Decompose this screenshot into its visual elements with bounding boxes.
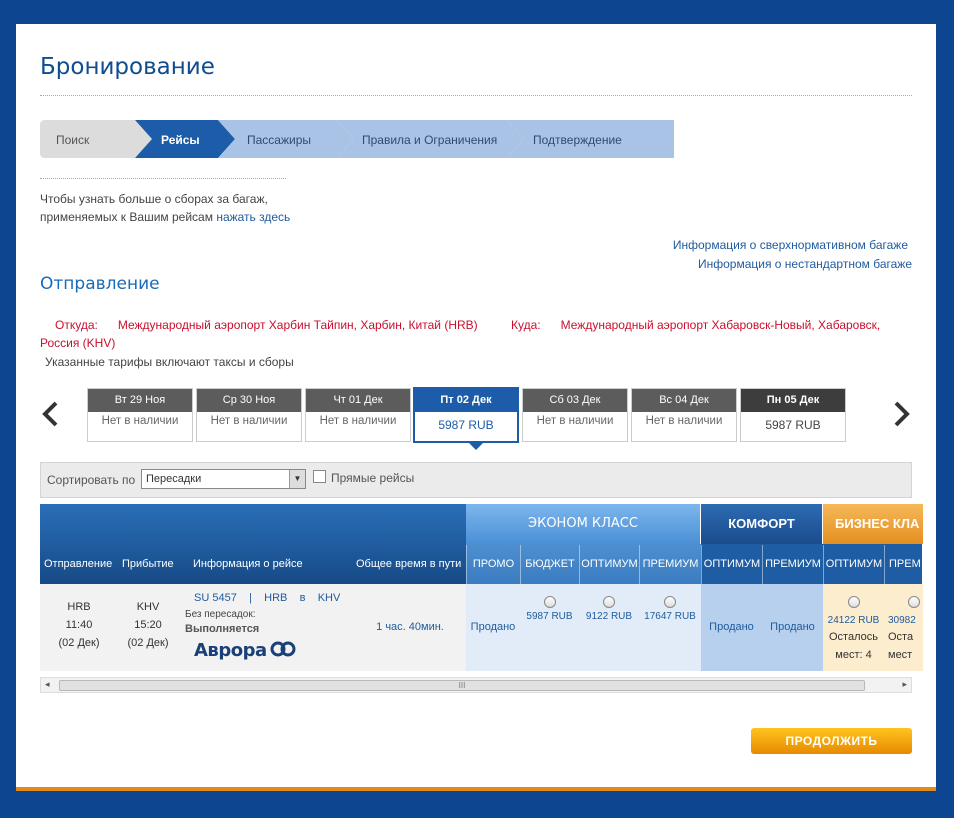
- divider: [40, 95, 912, 96]
- date-availability: Нет в наличии: [210, 415, 288, 427]
- sub-business-optimum: ОПТИМУМ: [823, 545, 884, 584]
- direct-flights-label: Прямые рейсы: [331, 471, 415, 485]
- chevron-down-icon[interactable]: ▼: [289, 470, 305, 488]
- page-title: Бронирование: [40, 54, 215, 80]
- stops-label: Без пересадок:: [185, 609, 256, 620]
- date-label: Сб 03 Дек: [523, 389, 627, 412]
- sub-business-premium: ПРЕМ: [884, 545, 924, 584]
- route-to: KHV: [317, 592, 341, 604]
- date-cell[interactable]: [522, 388, 628, 442]
- date-cell[interactable]: [631, 388, 737, 442]
- to-label: Куда:: [511, 318, 541, 332]
- baggage-info: [40, 190, 290, 226]
- fare-radio[interactable]: [848, 596, 860, 608]
- date-cell[interactable]: [87, 388, 193, 442]
- flight-info-cell: [185, 584, 355, 671]
- date-availability: Нет в наличии: [319, 415, 397, 427]
- step-label: Рейсы: [161, 133, 200, 147]
- divider: [40, 178, 286, 179]
- from-value: Международный аэропорт Харбин Тайпин, Харбин, Китай (HRB): [117, 318, 478, 332]
- baggage-info-line1: Чтобы узнать больше о сборах за багаж,: [40, 192, 268, 206]
- carrier-logo: [194, 638, 296, 664]
- col-departure: Отправление: [44, 558, 113, 570]
- sub-premium: ПРЕМИУМ: [639, 545, 701, 584]
- step-label: Поиск: [56, 133, 90, 147]
- fare-price: 24122 RUB: [827, 615, 880, 626]
- business-premium-cell[interactable]: [884, 584, 924, 671]
- flights-table: [40, 504, 921, 671]
- date-label: Вс 04 Дек: [632, 389, 736, 412]
- sort-bar: [40, 462, 912, 498]
- departure-cell: [54, 584, 104, 671]
- selected-indicator: [469, 443, 483, 450]
- baggage-info-line2: применяемых к Вашим рейсам: [40, 210, 213, 224]
- seats-count: мест: 4: [835, 649, 872, 661]
- date-label: Пт 02 Дек: [415, 389, 517, 412]
- section-title: Отправление: [40, 274, 160, 294]
- date-label: Ср 30 Ноя: [197, 389, 301, 412]
- scroll-right-icon[interactable]: ▸: [902, 679, 907, 689]
- sort-select[interactable]: [141, 469, 306, 489]
- continue-button[interactable]: ПРОДОЛЖИТЬ: [751, 728, 912, 754]
- fare-radio[interactable]: [544, 596, 556, 608]
- flight-number: SU 5457: [194, 592, 237, 604]
- arrival-cell: [122, 584, 174, 671]
- dep-code: HRB: [67, 601, 91, 613]
- sort-selected-value: Пересадки: [146, 473, 202, 485]
- col-arrival: Прибытие: [122, 558, 174, 570]
- dep-time: 11:40: [65, 619, 93, 631]
- step-confirm[interactable]: [507, 120, 674, 158]
- premium-fare-cell[interactable]: [639, 584, 701, 671]
- date-cell[interactable]: [740, 388, 846, 442]
- arr-time: 15:20: [134, 619, 162, 631]
- sub-comfort-premium: ПРЕМИУМ: [762, 545, 823, 584]
- step-passengers[interactable]: [218, 120, 354, 158]
- arr-code: KHV: [136, 601, 160, 613]
- comfort-premium-cell: Продано: [770, 621, 815, 633]
- comfort-optimum-cell: Продано: [709, 621, 754, 633]
- step-label: Правила и Ограничения: [362, 133, 498, 147]
- to-value: Международный аэропорт Хабаровск-Новый, Хабаровск, Россия (KHV): [40, 318, 881, 350]
- fare-radio[interactable]: [664, 596, 676, 608]
- separator: |: [249, 592, 252, 604]
- scrollbar-thumb[interactable]: [59, 680, 865, 691]
- date-cell-selected[interactable]: [413, 387, 519, 443]
- date-price: 5987 RUB: [765, 418, 821, 432]
- budget-fare-cell[interactable]: [520, 584, 579, 671]
- taxes-note: Указанные тарифы включают таксы и сборы: [45, 355, 294, 369]
- direct-flights-checkbox[interactable]: [313, 470, 326, 483]
- route-from: HRB: [264, 592, 288, 604]
- nonstandard-baggage-link[interactable]: Информация о нестандартном багаже: [697, 257, 912, 271]
- economy-class-header: ЭКОНОМ КЛАСС: [466, 504, 700, 544]
- sub-budget: БЮДЖЕТ: [520, 545, 579, 584]
- booking-page: [16, 24, 936, 790]
- date-label: Вт 29 Ноя: [88, 389, 192, 412]
- col-duration: Общее время в пути: [356, 558, 462, 570]
- fare-price: 9122 RUB: [585, 611, 633, 622]
- excess-baggage-link[interactable]: Информация о сверхнормативном багаже: [672, 238, 908, 252]
- fare-radio[interactable]: [908, 596, 920, 608]
- route-in: в: [299, 592, 306, 604]
- horizontal-scrollbar[interactable]: [40, 677, 912, 693]
- arr-date: (02 Дек): [127, 637, 169, 649]
- promo-cell: Продано: [470, 621, 516, 633]
- col-flight-info: Информация о рейсе: [193, 558, 303, 570]
- business-class-header: БИЗНЕС КЛА: [823, 504, 923, 544]
- flight-route-link[interactable]: [194, 592, 340, 604]
- fare-price: 17647 RUB: [644, 611, 696, 622]
- fare-price: 5987 RUB: [526, 611, 573, 622]
- date-cell[interactable]: [196, 388, 302, 442]
- sort-label: Сортировать по: [47, 473, 136, 487]
- date-availability: Нет в наличии: [101, 415, 179, 427]
- next-dates-arrow-icon[interactable]: [890, 400, 912, 428]
- date-availability: Нет в наличии: [536, 415, 614, 427]
- fare-radio[interactable]: [603, 596, 615, 608]
- baggage-info-link[interactable]: нажать здесь: [216, 210, 291, 224]
- operated-label: Выполняется: [185, 623, 260, 635]
- seats-left-label: Оста: [888, 631, 914, 643]
- carrier-name: Аврора: [194, 640, 267, 661]
- date-label: Пн 05 Дек: [741, 389, 845, 412]
- prev-dates-arrow-icon[interactable]: [40, 400, 62, 428]
- optimum-fare-cell[interactable]: [579, 584, 639, 671]
- carrier-emblem-icon: [270, 638, 296, 660]
- business-optimum-cell[interactable]: [823, 584, 884, 671]
- date-price: 5987 RUB: [438, 418, 494, 432]
- step-label: Подтверждение: [533, 133, 622, 147]
- from-label: Откуда:: [55, 318, 98, 332]
- footer-accent: [16, 787, 936, 791]
- seats-count: мест: [888, 649, 913, 661]
- seats-left-label: Осталось: [829, 631, 878, 643]
- baggage-links: [673, 236, 912, 274]
- route-info: [40, 316, 900, 352]
- fare-price: 30982: [888, 615, 916, 626]
- scroll-left-icon[interactable]: ◂: [45, 679, 50, 689]
- comfort-class-header: КОМФОРТ: [701, 504, 822, 544]
- sub-promo: ПРОМО: [466, 545, 520, 584]
- table-header: [40, 504, 466, 584]
- booking-steps: [40, 120, 680, 158]
- scrollbar-grip: III: [458, 681, 466, 690]
- sub-optimum: ОПТИМУМ: [579, 545, 639, 584]
- dep-date: (02 Дек): [58, 637, 100, 649]
- step-rules[interactable]: [337, 120, 524, 158]
- duration-cell: 1 час. 40мин.: [376, 621, 444, 633]
- step-label: Пассажиры: [247, 133, 312, 147]
- date-availability: Нет в наличии: [645, 415, 723, 427]
- sub-comfort-optimum: ОПТИМУМ: [701, 545, 762, 584]
- date-cell[interactable]: [305, 388, 411, 442]
- date-label: Чт 01 Дек: [306, 389, 410, 412]
